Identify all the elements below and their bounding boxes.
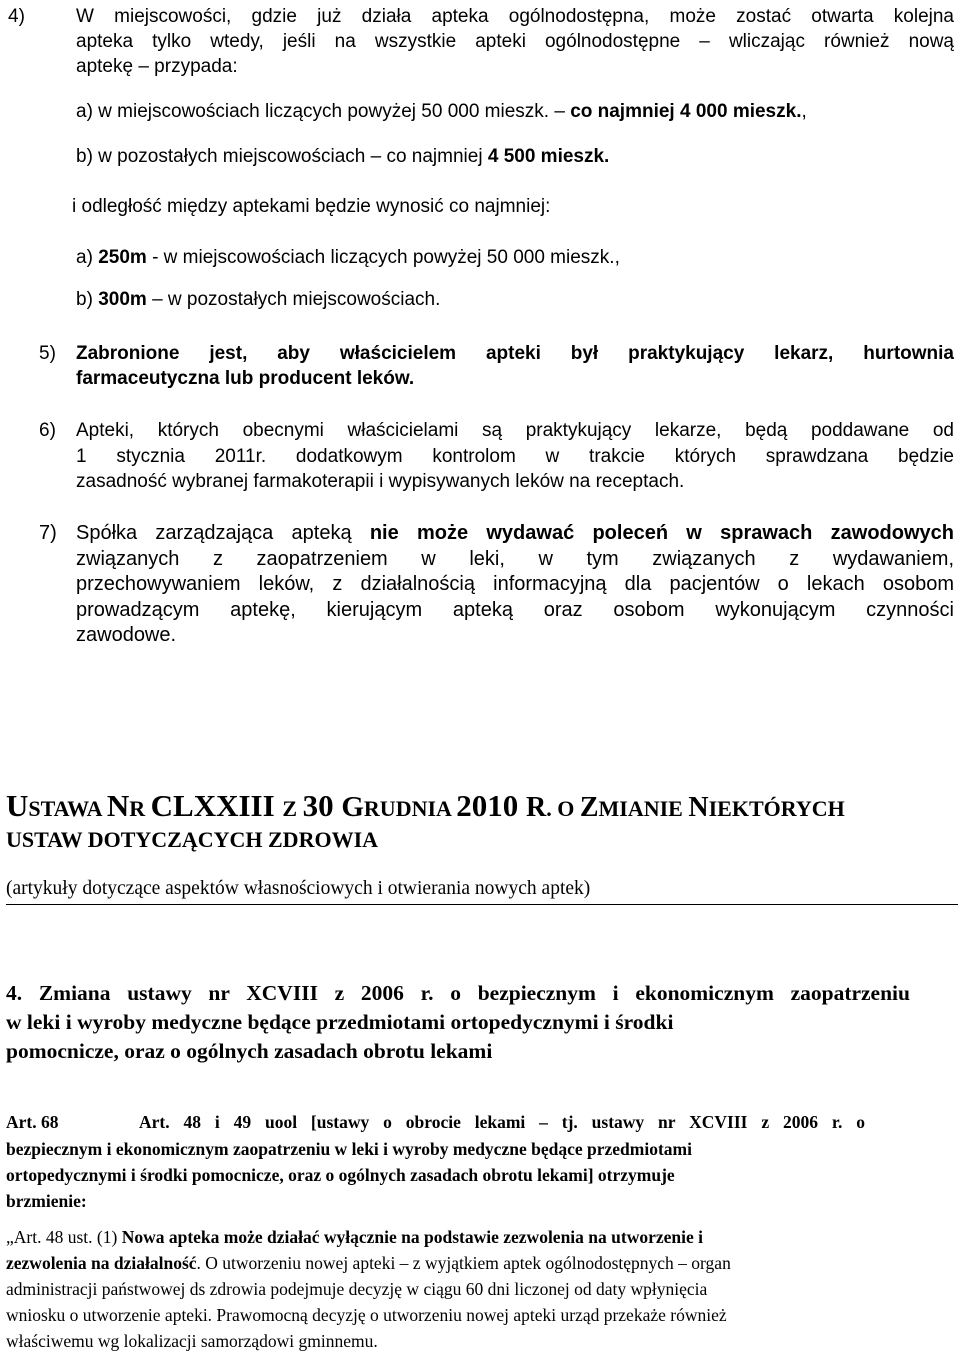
item-5-number: 5) <box>39 343 56 364</box>
act-title-line-2: USTAW DOTYCZĄCYCH ZDROWIA <box>6 827 379 852</box>
item-7-line-4: prowadzącym aptekę, kierującym apteką oraz osobom wykonującym czynności <box>76 599 954 621</box>
section-4-line-1: 4. Zmiana ustawy nr XCVIII z 2006 r. o bezpiecznym i ekonomicznym zaopatrzeniu <box>6 981 910 1005</box>
article-68-line-4: brzmienie: <box>6 1191 87 1211</box>
article-68-line-1: Art. 48 i 49 uool [ustawy o obrocie lekami – tj. ustawy nr XCVIII z 2006 r. o <box>139 1112 865 1132</box>
article-48-line-5: właściwemu wg lokalizacji samorządowi gminnemu. <box>6 1331 378 1351</box>
distance-rule-b: b) 300m – w pozostałych miejscowościach. <box>76 289 441 310</box>
article-48-line-3: administracji państwowej ds zdrowia podejmuje decyzję w ciągu 60 dni liczonej od daty wpłynięcia <box>6 1279 708 1299</box>
item-7-line-5: zawodowe. <box>76 624 177 646</box>
distance-intro: i odległość między aptekami będzie wynosić co najmniej: <box>72 196 551 217</box>
item-5-line-1: Zabronione jest, aby właścicielem apteki był praktykujący lekarz, hurtownia <box>76 343 954 364</box>
act-subtitle: (artykuły dotyczące aspektów własnościowych i otwierania nowych aptek) <box>6 878 591 899</box>
article-48-line-2: zezwolenia na działalność. O utworzeniu nowej apteki – z wyjątkiem aptek ogólnodostępnych – organ <box>6 1253 731 1273</box>
item-4-line-3: aptekę – przypada: <box>76 56 238 77</box>
item-6-line-2: 1 stycznia 2011r. dodatkowym kontrolom w trakcie których sprawdzana będzie <box>76 446 954 467</box>
population-rule-b: b) w pozostałych miejscowościach – co najmniej 4 500 mieszk. <box>76 146 610 167</box>
section-4-line-2: w leki i wyroby medyczne będące przedmiotami ortopedycznymi i środki <box>6 1010 674 1034</box>
article-48-line-4: wniosku o utworzenie apteki. Prawomocną decyzję o utworzeniu nowej apteki urząd przekaże również <box>6 1305 727 1325</box>
item-5-line-2: farmaceutyczna lub producent leków. <box>76 368 415 389</box>
item-6-line-1: Apteki, których obecnymi właścicielami są praktykujący lekarze, będą poddawane od <box>76 420 954 441</box>
item-7-line-3: przechowywaniem leków, z działalnością informacyjną dla pacjentów o lekach osobom <box>76 573 954 595</box>
heading-rule <box>6 904 958 905</box>
item-6-line-3: zasadność wybranej farmakoterapii i wypisywanych leków na receptach. <box>76 471 685 492</box>
act-title-line-1: USTAWA NR CLXXIII Z 30 GRUDNIA 2010 R. O ZMIANIE NIEKTÓRYCH <box>6 788 845 823</box>
distance-rule-a: a) 250m - w miejscowościach liczących powyżej 50 000 mieszk., <box>76 247 620 268</box>
article-68-label: Art. 68 <box>6 1112 59 1132</box>
article-48-line-1: „Art. 48 ust. (1) Nowa apteka może działać wyłącznie na podstawie zezwolenia na utworzenie i <box>6 1227 703 1247</box>
item-7-line-1: Spółka zarządzająca apteką nie może wydawać poleceń w sprawach zawodowych <box>76 522 954 544</box>
population-rule-a: a) w miejscowościach liczących powyżej 50 000 mieszk. – co najmniej 4 000 mieszk., <box>76 101 807 122</box>
article-68-line-3: ortopedycznymi i środki pomocnicze, oraz o ogólnych zasadach obrotu lekami] otrzymuje <box>6 1165 675 1185</box>
item-7-line-2: związanych z zaopatrzeniem w leki, w tym związanych z wydawaniem, <box>76 548 954 570</box>
item-4-number: 4) <box>8 6 25 27</box>
item-4-line-1: W miejscowości, gdzie już działa apteka ogólnodostępna, może zostać otwarta kolejna <box>76 6 954 27</box>
item-7-number: 7) <box>39 522 57 544</box>
item-6-number: 6) <box>39 420 56 441</box>
article-68-line-2: bezpiecznym i ekonomicznym zaopatrzeniu w leki i wyroby medyczne będące przedmiotami <box>6 1139 692 1159</box>
section-4-line-3: pomocnicze, oraz o ogólnych zasadach obrotu lekami <box>6 1039 493 1063</box>
item-4-line-2: apteka tylko wtedy, jeśli na wszystkie apteki ogólnodostępne – wliczając również nową <box>76 31 954 52</box>
